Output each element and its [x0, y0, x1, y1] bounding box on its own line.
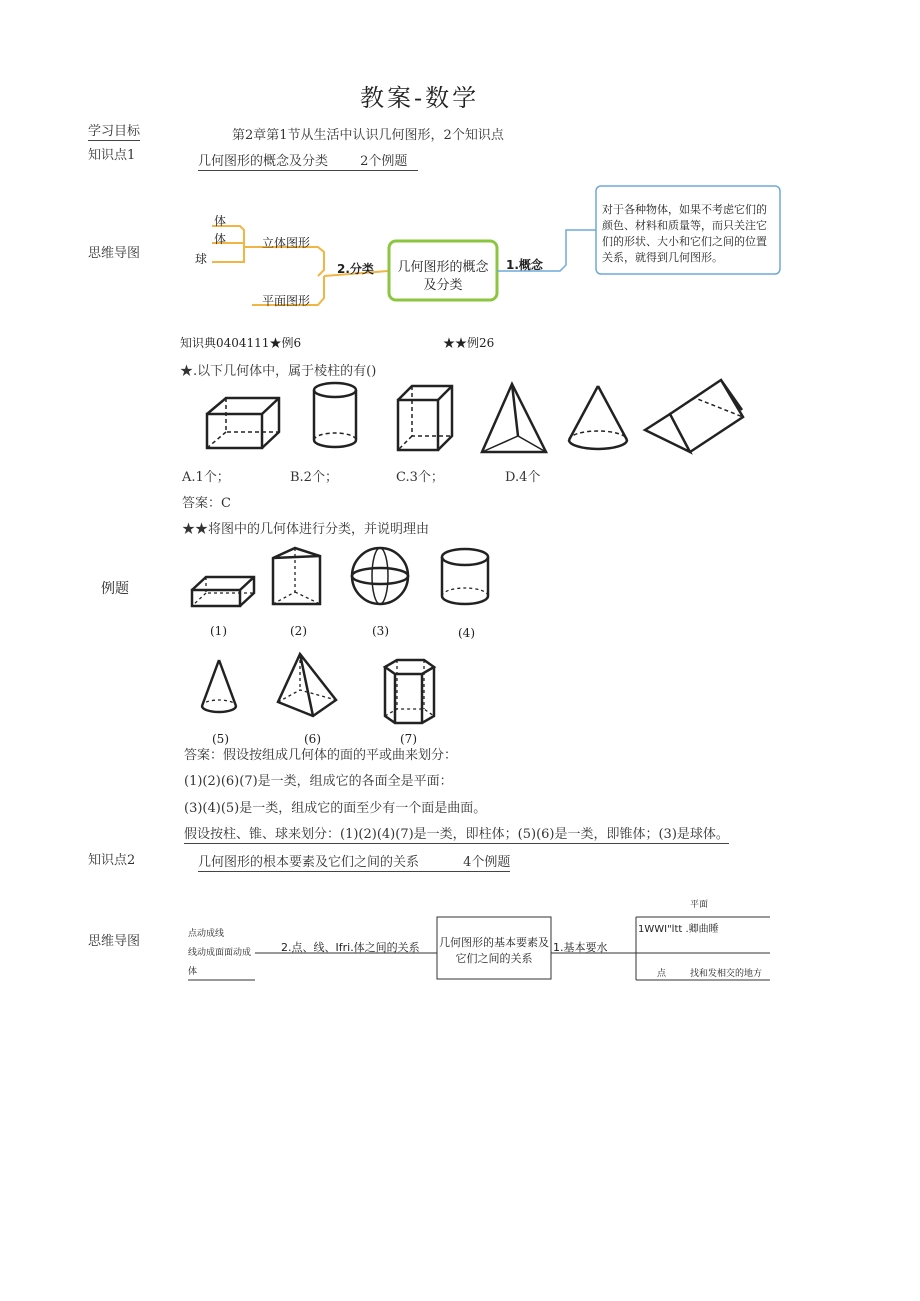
- q2-label-3: (3): [372, 624, 389, 638]
- mindmap1-left-item-1: 体: [214, 214, 227, 228]
- q2-label-7: (7): [400, 732, 417, 746]
- q2-label-1: (1): [210, 624, 227, 638]
- q2-label-4: (4): [458, 626, 475, 640]
- mindmap2-point: 点: [657, 969, 667, 979]
- ref-right: ★★例26: [443, 336, 495, 350]
- mindmap2-intersect: 找和发相交的地方: [690, 969, 763, 979]
- mindmap1-label: 思维导图: [88, 246, 141, 261]
- mindmap1-note-line: 关系，就得到几何图形。: [602, 251, 723, 264]
- mindmap2-label: 思维导图: [88, 934, 141, 949]
- mindmap2-basic: 1.基本要水: [553, 941, 608, 954]
- mindmap1-note-line: 颜色、材料和质量等，而只关注它: [602, 219, 767, 232]
- kp1-label: 知识点1: [88, 148, 136, 163]
- mindmap1-center-line2: 及分类: [423, 278, 463, 293]
- q2-answer-line-4: 假设按柱、锥、球来划分：(1)(2)(4)(7)是一类，即柱体；(5)(6)是一类，即锥体；(3)是球体。: [184, 823, 729, 844]
- q2-label-2: (2): [290, 624, 307, 638]
- mindmap2-left-line-3: 体: [188, 967, 198, 977]
- mindmap1-classify: 2.分类: [337, 262, 374, 276]
- objective-text: 第2章第1节从生活中认识几何图形，2个知识点: [232, 128, 504, 143]
- mindmap1-left-item-2: 体: [214, 232, 227, 246]
- mindmap2-center-line2: 它们之间的关系: [455, 952, 533, 965]
- mindmap2-curve: 1WWI"ltt .卿曲睡: [638, 924, 719, 935]
- mindmap2-left-line-2: 线动成面面动成: [188, 948, 252, 958]
- mindmap2-relation: 2.点、线、Ifri.体之间的关系: [281, 941, 420, 954]
- examples-label: 例题: [101, 581, 129, 597]
- q1-option-c: C.3个；: [396, 470, 444, 485]
- kp2-text: 几何图形的根本要素及它们之间的关系: [198, 855, 420, 870]
- q1-question: ★.以下几何体中，属于棱柱的有(): [180, 364, 377, 379]
- ref-left: 知识典0404111★例6: [180, 336, 302, 350]
- q2-answer-line-2: (1)(2)(6)(7)是一类，组成它的各面全是平面：: [184, 774, 453, 789]
- mindmap1-concept: 1.概念: [506, 258, 543, 272]
- kp1-text: 几何图形的概念及分类: [198, 154, 329, 169]
- mindmap1-center-line1: 几何图形的概念: [397, 260, 489, 275]
- q1-option-a: A.1个；: [182, 470, 230, 485]
- mindmap1-note-line: 们的形状、大小和它们之间的位置: [602, 235, 767, 248]
- kp2-label: 知识点2: [88, 853, 136, 868]
- mindmap2-left-line-1: 点动成线: [188, 929, 225, 939]
- q1-answer: 答案：C: [182, 496, 231, 511]
- q2-answer-line-3: (3)(4)(5)是一类，组成它的面至少有一个面是曲面。: [184, 801, 487, 816]
- q2-label-6: (6): [304, 732, 321, 746]
- kp2-count: 4个例题: [463, 855, 511, 870]
- q1-option-d: D.4个: [505, 470, 541, 485]
- q2-answer-line-1: 答案：假设按组成几何体的面的平或曲来划分：: [184, 748, 458, 763]
- page-title: 教案-数学: [360, 84, 480, 112]
- q1-option-b: B.2个；: [290, 470, 338, 485]
- mindmap2-center-line1: 几何图形的基本要素及: [439, 936, 549, 949]
- kp1-count: 2个例题: [360, 154, 408, 169]
- objective-label: 学习目标: [88, 120, 140, 141]
- mindmap1-note-line: 对于各种物体，如果不考虑它们的: [602, 203, 767, 216]
- mindmap1-solid: 立体图形: [262, 236, 311, 250]
- q2-label-5: (5): [212, 732, 229, 746]
- mindmap1-left-item-3: 球: [195, 252, 208, 266]
- q2-question: ★★将图中的几何体进行分类，并说明理由: [182, 522, 430, 537]
- mindmap2-plane: 平面: [690, 900, 709, 910]
- mindmap1-plane: 平面图形: [262, 294, 311, 308]
